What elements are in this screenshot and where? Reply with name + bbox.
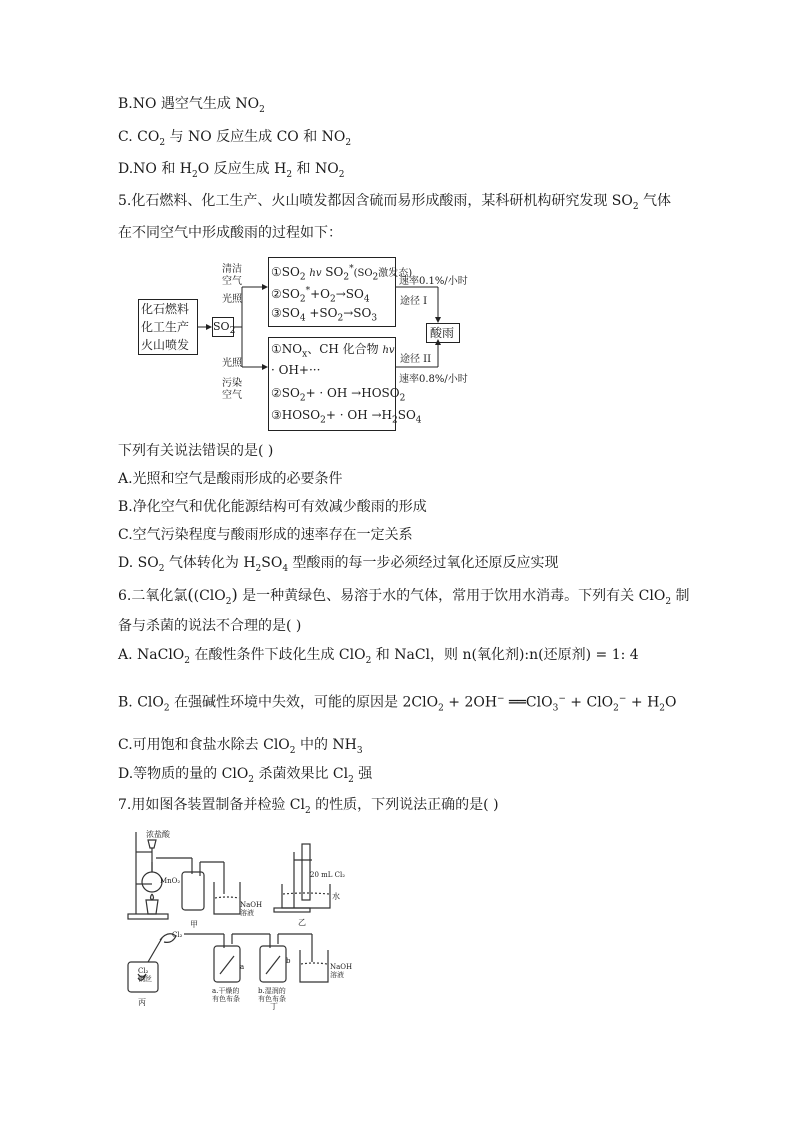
q5-stem-line1: 5.化石燃料、化工生产、火山喷发都因含硫而易形成酸雨，某科研机构研究发现 $SO_2$ 气体	[118, 193, 672, 212]
q6-option-b: B. ClO$_2$ 在强碱性环境中失效，可能的原因是 2ClO$_2$ + 2OH− ══ClO$_3$− + $ClO_2^- + H_2O$	[118, 694, 677, 714]
label-ding: 丁	[270, 1002, 278, 1011]
polluted-reaction-2: $②SO_2+$ · OH $\to HOSO_2$	[271, 386, 406, 404]
clean-air-label-2: 空气	[222, 276, 242, 287]
label-dry-2: 有色布条	[212, 995, 240, 1003]
label-bing: 丙	[138, 998, 146, 1007]
q5-option-b: B.净化空气和优化能源结构可有效减少酸雨的形成	[118, 499, 427, 515]
q4-option-b: B.NO 遇空气生成 $NO_2$	[118, 96, 265, 115]
label-yi: 乙	[298, 918, 306, 927]
q5-option-a: A.光照和空气是酸雨形成的必要条件	[118, 471, 343, 487]
label-a: a	[240, 963, 245, 971]
label-20ml-cl2: 20 mL Cl₂	[310, 871, 346, 879]
polluted-reaction-1: $①NO_x$、CH 化合物 hv	[271, 342, 395, 360]
rate-path1: 速率0.1%/小时	[399, 276, 468, 287]
q7-apparatus-figure	[124, 822, 364, 1012]
clean-reaction-3: $③SO_4 +SO_2\to SO_3$	[271, 306, 378, 324]
q5-ask: 下列有关说法错误的是( )	[118, 443, 274, 459]
polluted-reaction-1b: · OH+···	[271, 363, 321, 377]
q4-option-c: C. $CO_2$ 与 NO 反应生成 CO 和 $NO_2$	[118, 129, 352, 148]
label-wet-2: 有色布条	[258, 995, 286, 1003]
label-naoh-1: NaOH	[240, 901, 263, 909]
q5-option-c: C.空气污染程度与酸雨形成的速率存在一定关系	[118, 527, 413, 543]
label-naoh-2: NaOH	[330, 963, 353, 971]
rate-path2: 速率0.8%/小时	[399, 374, 468, 385]
label-water: 水	[332, 892, 340, 901]
polluted-air-label-1: 污染	[222, 378, 242, 389]
light-label-bottom: 光照	[222, 358, 242, 369]
label-b: b	[286, 957, 291, 965]
label-mno2: MnO₂	[160, 877, 181, 885]
q7-stem: 7.用如图各装置制备并检验 $Cl_2$ 的性质，下列说法正确的是( )	[118, 797, 499, 816]
clean-reaction-1: $①SO_2$ hv $SO_2^*(SO_2$激发态)	[271, 264, 413, 283]
q4-option-d: D.NO 和 $H_2O$ 反应生成 $H_2$ 和 $NO_2$	[118, 161, 345, 180]
q6-option-d: D.等物质的量的 ClO$_2$ 杀菌效果比 $Cl_2$ 强	[118, 766, 373, 785]
q6-stem-line1: 6.二氧化氯((ClO$_2$) 是一种黄绿色、易溶于水的气体，常用于饮用水消毒。下列有关 ClO$_2$ 制	[118, 585, 690, 607]
label-conc-hcl: 浓盐酸	[146, 830, 170, 839]
label-jia: 甲	[190, 920, 198, 929]
clean-reaction-2: $②SO_2^*+O_2\to SO_4$	[271, 286, 370, 305]
q5-diagram	[138, 255, 478, 433]
label-cl2-in: Cl₂	[172, 931, 183, 939]
path2-label: 途径 II	[400, 354, 432, 365]
source-line-3: 火山喷发	[141, 338, 190, 352]
q5-option-d: D. $SO_2$ 气体转化为 $H_2SO_4$ 型酸雨的每一步必须经过氧化还原反应实现	[118, 555, 559, 574]
path1-label: 途径 I	[400, 296, 428, 307]
source-line-1: 化石燃料	[141, 302, 190, 316]
so2-label: $SO_2$	[213, 320, 236, 337]
light-label-top: 光照	[222, 294, 242, 305]
label-cu-wire: 铜丝	[138, 975, 152, 983]
polluted-reaction-3: $③HOSO_2+$ · OH $\to H_2SO_4$	[271, 408, 422, 426]
q6-option-a: A. NaClO$_2$ 在酸性条件下歧化生成 ClO$_2$ 和 NaCl，则 n(氧化剂):n(还原剂) = 1: 4	[118, 647, 639, 666]
label-dry-1: a.干燥的	[212, 987, 240, 995]
polluted-air-label-2: 空气	[222, 390, 242, 401]
clean-air-label-1: 清洁	[222, 264, 242, 275]
label-naoh-2b: 溶液	[330, 971, 344, 979]
label-naoh-1b: 溶液	[240, 909, 254, 917]
q5-stem-line2: 在不同空气中形成酸雨的过程如下：	[118, 225, 342, 241]
q6-option-c: C.可用饱和食盐水除去 ClO$_2$ 中的 $NH_3$	[118, 737, 363, 756]
acid-rain-label: 酸雨	[430, 326, 455, 340]
label-wet-1: b.湿润的	[258, 987, 286, 995]
label-cl2-bing: Cl₂	[138, 967, 149, 975]
source-line-2: 化工生产	[141, 320, 190, 334]
q6-stem-line2: 备与杀菌的说法不合理的是( )	[118, 618, 302, 634]
